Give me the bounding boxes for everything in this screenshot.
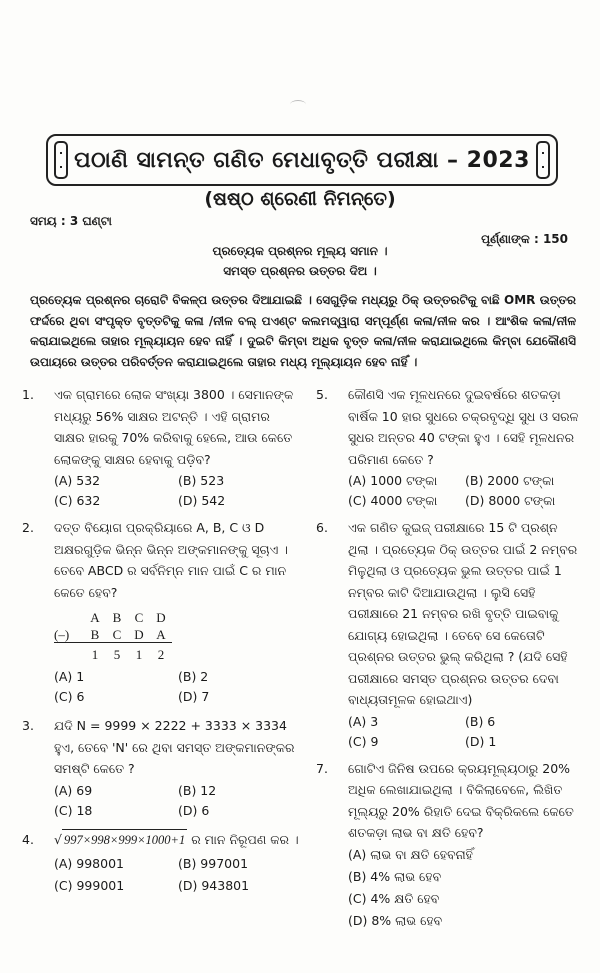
option-c: (C) 6 — [54, 689, 85, 704]
sub-cell: B — [90, 627, 100, 642]
option-c: (C) 4000 ଟଙ୍କା — [348, 493, 438, 508]
question-7 — [316, 758, 582, 932]
sub-cell: A — [90, 610, 100, 625]
question-text-after: ର ମାନ ନିରୂପଣ କର । — [191, 831, 299, 847]
sub-cell: D — [134, 627, 144, 642]
question-number: 1. — [22, 387, 34, 402]
options — [348, 471, 582, 511]
sub-cell: 1 — [135, 647, 143, 662]
options — [54, 471, 302, 511]
sqrt-icon: √ — [54, 831, 62, 847]
question-6 — [316, 517, 582, 752]
subtraction-problem — [54, 607, 302, 661]
options — [54, 853, 302, 897]
option-d: (D) 8% ଲାଭ ହେବ — [348, 912, 443, 928]
sub-cell: A — [156, 627, 166, 642]
option-c: (C) 999001 — [54, 878, 125, 893]
option-b: (B) 997001 — [178, 856, 249, 871]
option-a: (A) 998001 — [54, 856, 124, 871]
banner-right-ornament — [536, 141, 550, 179]
scan-mark — [290, 100, 306, 109]
question-number: 6. — [316, 520, 328, 535]
question-1 — [22, 384, 302, 511]
option-d: (D) 943801 — [178, 878, 250, 893]
subtraction-row-2 — [54, 624, 302, 641]
option-d: (D) 1 — [465, 733, 497, 749]
right-column — [316, 384, 582, 932]
option-a: (A) 3 — [348, 713, 379, 729]
banner-left-ornament — [54, 141, 68, 179]
left-column — [22, 384, 302, 897]
question-number: 3. — [22, 718, 34, 733]
sub-cell: D — [156, 610, 166, 625]
question-text — [54, 829, 302, 852]
sub-cell: 5 — [113, 647, 121, 662]
full-marks: ପୂର୍ଣ୍ଣାଙ୍କ : 150 — [481, 232, 568, 246]
sub-cell: C — [134, 610, 144, 625]
question-4 — [22, 829, 302, 898]
option-a: (A) 1000 ଟଙ୍କା — [348, 473, 438, 488]
sub-cell: 2 — [157, 647, 165, 662]
option-c: (C) 18 — [54, 802, 93, 818]
sub-cell — [54, 607, 84, 624]
question-text: ଗୋଟିଏ ଜିନିଷ ଉପରେ କ୍ରୟମୂଲ୍ୟଠାରୁ 20% ଅଧିକ ଲେଖାଯାଇଥିଲା । ବିକିଲାବେଳେ, ଲିଖିତ ମୂଲ୍ୟରୁ 20% ରିହାତି ଦେଇ ବିକ୍ରିକଲେ କେତେ ଶତକଡ଼ା ଲାଭ ବା କ୍ଷତି ହେବ? — [348, 760, 574, 840]
subtraction-row-3 — [54, 644, 302, 661]
instruction-line-2: ସମସ୍ତ ପ୍ରଶ୍ନର ଉତ୍ତର ଦିଅ । — [223, 264, 377, 278]
options — [54, 667, 302, 707]
option-b: (B) 2 — [178, 669, 209, 684]
time-allowed: ସମୟ : 3 ଘଣ୍ଟା — [30, 214, 112, 228]
option-d: (D) 7 — [178, 689, 210, 704]
question-number: 4. — [22, 831, 34, 847]
subtraction-rule — [54, 642, 172, 643]
option-d: (D) 8000 ଟଙ୍କା — [465, 493, 556, 508]
option-a: (A) 532 — [54, 473, 101, 488]
option-a: (A) 69 — [54, 782, 93, 798]
sub-cell: B — [112, 610, 122, 625]
question-number: 5. — [316, 387, 328, 402]
radicand: 997×998×999×1000+1 — [62, 829, 187, 852]
subtraction-row-1 — [54, 607, 302, 624]
options — [348, 712, 582, 752]
sub-cell: 1 — [91, 647, 99, 662]
instruction-paragraph: ପ୍ରତ୍ୟେକ ପ୍ରଶ୍ନର ଚାରୋଟି ବିକଳ୍ପ ଉତ୍ତର ଦିଆଯାଇଛି । ସେଗୁଡ଼ିକ ମଧ୍ୟରୁ ଠିକ୍ ଉତ୍ତରଟିକୁ ବାଛି OMR ଉତ୍ତର ଫର୍ଦ୍ଦରେ ଥିବା ସଂପୃକ୍ତ ବୃତ୍ତଟିକୁ କଳା /ନୀଳ ବଲ୍ ପଏଣ୍ଟ କଲମଦ୍ୱାରା ସମ୍ପୂର୍ଣ୍ଣ କଳା/ନୀଳ କର । ଆଂଶିକ କଳା/ନୀଳ କରାଯାଇଥିଲେ ତାହାର ମୂଲ୍ୟାୟନ ହେବ ନାହିଁ । ଦୁଇଟି କିମ୍ବା ଅଧିକ ବୃତ୍ତ କଳା/ନୀଳ କରାଯାଇଥିଲେ କିମ୍ବା ଯେକୌଣସି ଉପାୟରେ ଉତ୍ତର ପରିବର୍ତ୍ତନ କରାଯାଇଥିଲେ ତାହାର ମଧ୍ୟ ମୂଲ୍ୟାୟନ ହେବ ନାହିଁ । — [30, 293, 576, 369]
question-5 — [316, 384, 582, 511]
sub-cell — [54, 644, 84, 661]
option-b: (B) 523 — [178, 473, 225, 488]
question-number: 7. — [316, 760, 328, 776]
question-3 — [22, 715, 302, 821]
option-a: (A) ଲାଭ ବା କ୍ଷତି ହେବନାହିଁ — [348, 846, 473, 862]
question-text: କୌଣସି ଏକ ମୂଳଧନରେ ଦୁଇବର୍ଷରେ ଶତକଡ଼ା ବାର୍ଷିକ 10 ହାର ସୁଧରେ ଚକ୍ରବୃଦ୍ଧି ସୁଧ ଓ ସରଳ ସୁଧର ଅନ୍ତର 40 ଟଙ୍କା ହୁଏ । ସେହି ମୂଳଧନର ପରିମାଣ କେତେ ? — [348, 387, 579, 467]
question-text: ଯଦି N = 9999 × 2222 + 3333 × 3334 ହୁଏ, ତେବେ 'N' ରେ ଥିବା ସମସ୍ତ ଅଙ୍କମାନଙ୍କର ସମଷ୍ଟି କେତେ ? — [54, 718, 295, 776]
option-c: (C) 4% କ୍ଷତି ହେବ — [348, 890, 440, 906]
option-b: (B) 6 — [465, 713, 496, 729]
sub-cell: C — [112, 627, 122, 642]
question-text: ଏକ ଗଣିତ କୁଇଜ୍ ପରୀକ୍ଷାରେ 15 ଟି ପ୍ରଶ୍ନ ଥିଲା । ପ୍ରତ୍ୟେକ ଠିକ୍ ଉତ୍ତର ପାଇଁ 2 ନମ୍ବର ମିଳୁଥିଲା ଓ ପ୍ରତ୍ୟେକ ଭୁଲ ଉତ୍ତର ପାଇଁ 1 ନମ୍ବର କାଟି ଦିଆଯାଉଥିଲା । ଲୁସି ସେହି ପରୀକ୍ଷାରେ 21 ନମ୍ବର ରଖି ବୃତ୍ତି ପାଇବାକୁ ଯୋଗ୍ୟ ହୋଇଥିଲା । ତେବେ ସେ କେତୋଟି ପ୍ରଶ୍ନର ଉତ୍ତର ଭୁଲ୍ କରିଥିଲା ? (ଯଦି ସେହି ପରୀକ୍ଷାରେ ସମସ୍ତ ପ୍ରଶ୍ନର ଉତ୍ତର ଦେବା ବାଧ୍ୟତାମୂଳକ ହୋଇଥାଏ) — [348, 520, 578, 707]
option-c: (C) 9 — [348, 733, 379, 749]
options — [54, 781, 302, 821]
option-b: (B) 2000 ଟଙ୍କା — [465, 473, 555, 488]
option-d: (D) 6 — [178, 802, 210, 818]
question-text: ଦତ୍ତ ବିୟୋଗ ପ୍ରକ୍ରିୟାରେ A, B, C ଓ D ଅକ୍ଷରଗୁଡ଼ିକ ଭିନ୍ନ ଭିନ୍ନ ଅଙ୍କମାନଙ୍କୁ ସୂଚାଏ । ତେବେ ABCD ର ସର୍ବନିମ୍ନ ମାନ ପାଇଁ C ର ମାନ କେତେ ହେବ? — [54, 520, 288, 600]
option-a: (A) 1 — [54, 669, 85, 684]
question-number: 2. — [22, 520, 34, 535]
exam-title: ପଠାଣି ସାମନ୍ତ ଗଣିତ ମେଧାବୃତ୍ତି ପରୀକ୍ଷା – 2023 — [74, 147, 530, 173]
instruction-line-1: ପ୍ରତ୍ୟେକ ପ୍ରଶ୍ନର ମୂଲ୍ୟ ସମାନ । — [212, 244, 388, 258]
option-b: (B) 12 — [178, 782, 217, 798]
option-d: (D) 542 — [178, 493, 226, 508]
exam-subtitle: (ଷଷ୍ଠ ଶ୍ରେଣୀ ନିମନ୍ତେ) — [204, 188, 396, 210]
option-b: (B) 4% ଲାଭ ହେବ — [348, 868, 442, 884]
question-2 — [22, 517, 302, 707]
sub-cell: (–) — [54, 627, 70, 642]
question-text: ଏକ ଗ୍ରାମରେ ଲୋକ ସଂଖ୍ୟା 3800 । ସେମାନଙ୍କ ମଧ୍ୟରୁ 56% ସାକ୍ଷର ଅଟନ୍ତି । ଏହି ଗ୍ରାମର ସାକ୍ଷର ହାରକୁ 70% କରିବାକୁ ହେଲେ, ଆଉ କେତେ ଲୋକଙ୍କୁ ସାକ୍ଷର ହେବାକୁ ପଡ଼ିବ? — [54, 387, 294, 467]
title-banner — [46, 134, 558, 186]
option-c: (C) 632 — [54, 493, 101, 508]
